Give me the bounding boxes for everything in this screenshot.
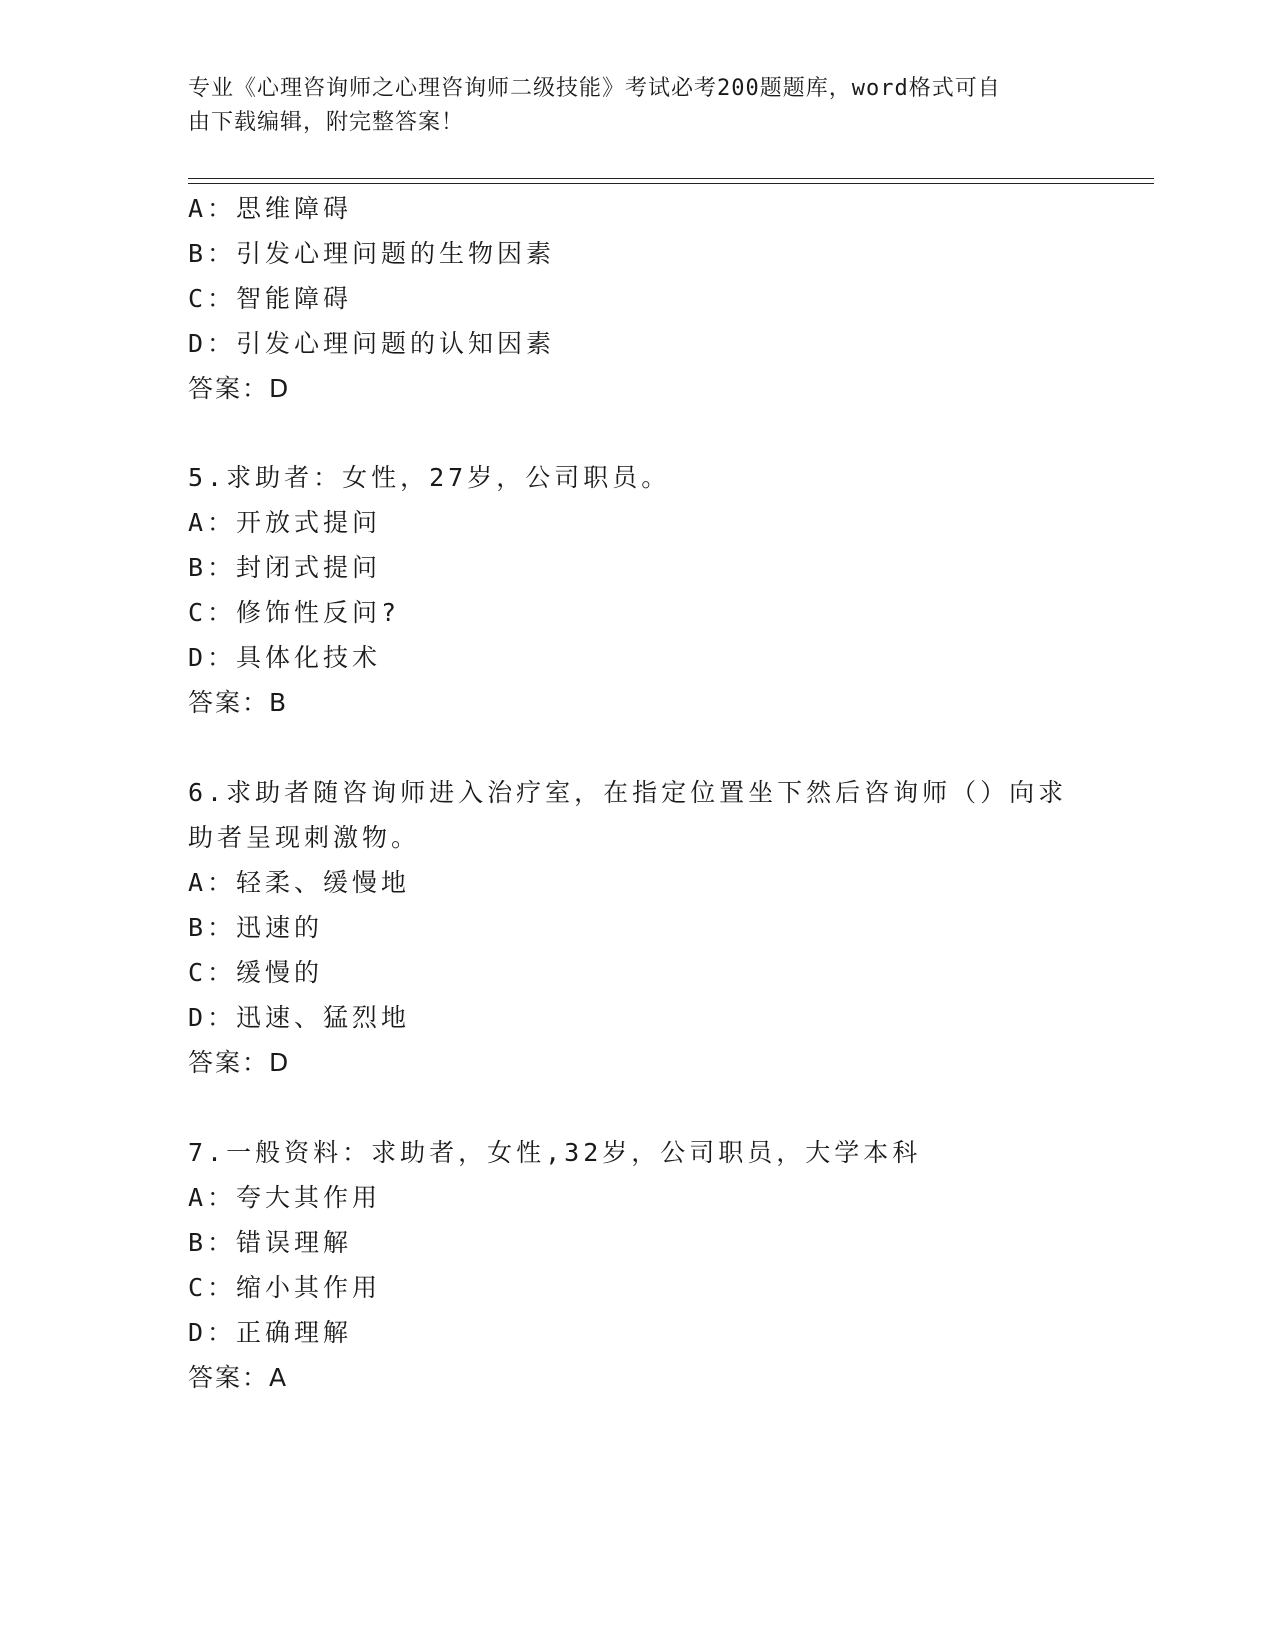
q4-option-a: A：思维障碍 <box>188 194 353 223</box>
q6-question-line-1: 6.求助者随咨询师进入治疗室，在指定位置坐下然后咨询师（）向求 <box>188 778 1068 807</box>
q4-answer: 答案：D <box>188 374 291 403</box>
q4-option-d: D：引发心理问题的认知因素 <box>188 329 556 358</box>
q7-option-a: A：夸大其作用 <box>188 1183 382 1212</box>
q4-option-c: C：智能障碍 <box>188 284 353 313</box>
q7-option-b: B：错误理解 <box>188 1228 353 1257</box>
q6-option-b: B：迅速的 <box>188 913 324 942</box>
q7-option-d: D：正确理解 <box>188 1318 353 1347</box>
q6-answer: 答案：D <box>188 1048 291 1077</box>
q7-option-c: C：缩小其作用 <box>188 1273 382 1302</box>
q5-option-a: A：开放式提问 <box>188 508 382 537</box>
q7-answer: 答案：A <box>188 1363 289 1392</box>
header-divider-bottom <box>188 183 1154 184</box>
header-divider-top <box>188 178 1154 179</box>
q6-option-d: D：迅速、猛烈地 <box>188 1003 411 1032</box>
q4-option-b: B：引发心理问题的生物因素 <box>188 239 556 268</box>
q7-question: 7.一般资料：求助者，女性,32岁，公司职员，大学本科 <box>188 1138 922 1167</box>
q6-option-a: A：轻柔、缓慢地 <box>188 868 411 897</box>
q6-option-c: C：缓慢的 <box>188 958 324 987</box>
q5-option-c: C：修饰性反问? <box>188 598 401 627</box>
q5-answer: 答案：B <box>188 688 289 717</box>
header-line-2: 由下载编辑，附完整答案！ <box>188 110 465 135</box>
q5-option-d: D：具体化技术 <box>188 643 382 672</box>
q6-question-line-2: 助者呈现刺激物。 <box>188 823 421 852</box>
header-line-1: 专业《心理咨询师之心理咨询师二级技能》考试必考200题题库，word格式可自 <box>188 76 1001 101</box>
document-header <box>188 72 1068 140</box>
q5-question: 5.求助者：女性，27岁，公司职员。 <box>188 463 671 492</box>
q5-option-b: B：封闭式提问 <box>188 553 382 582</box>
